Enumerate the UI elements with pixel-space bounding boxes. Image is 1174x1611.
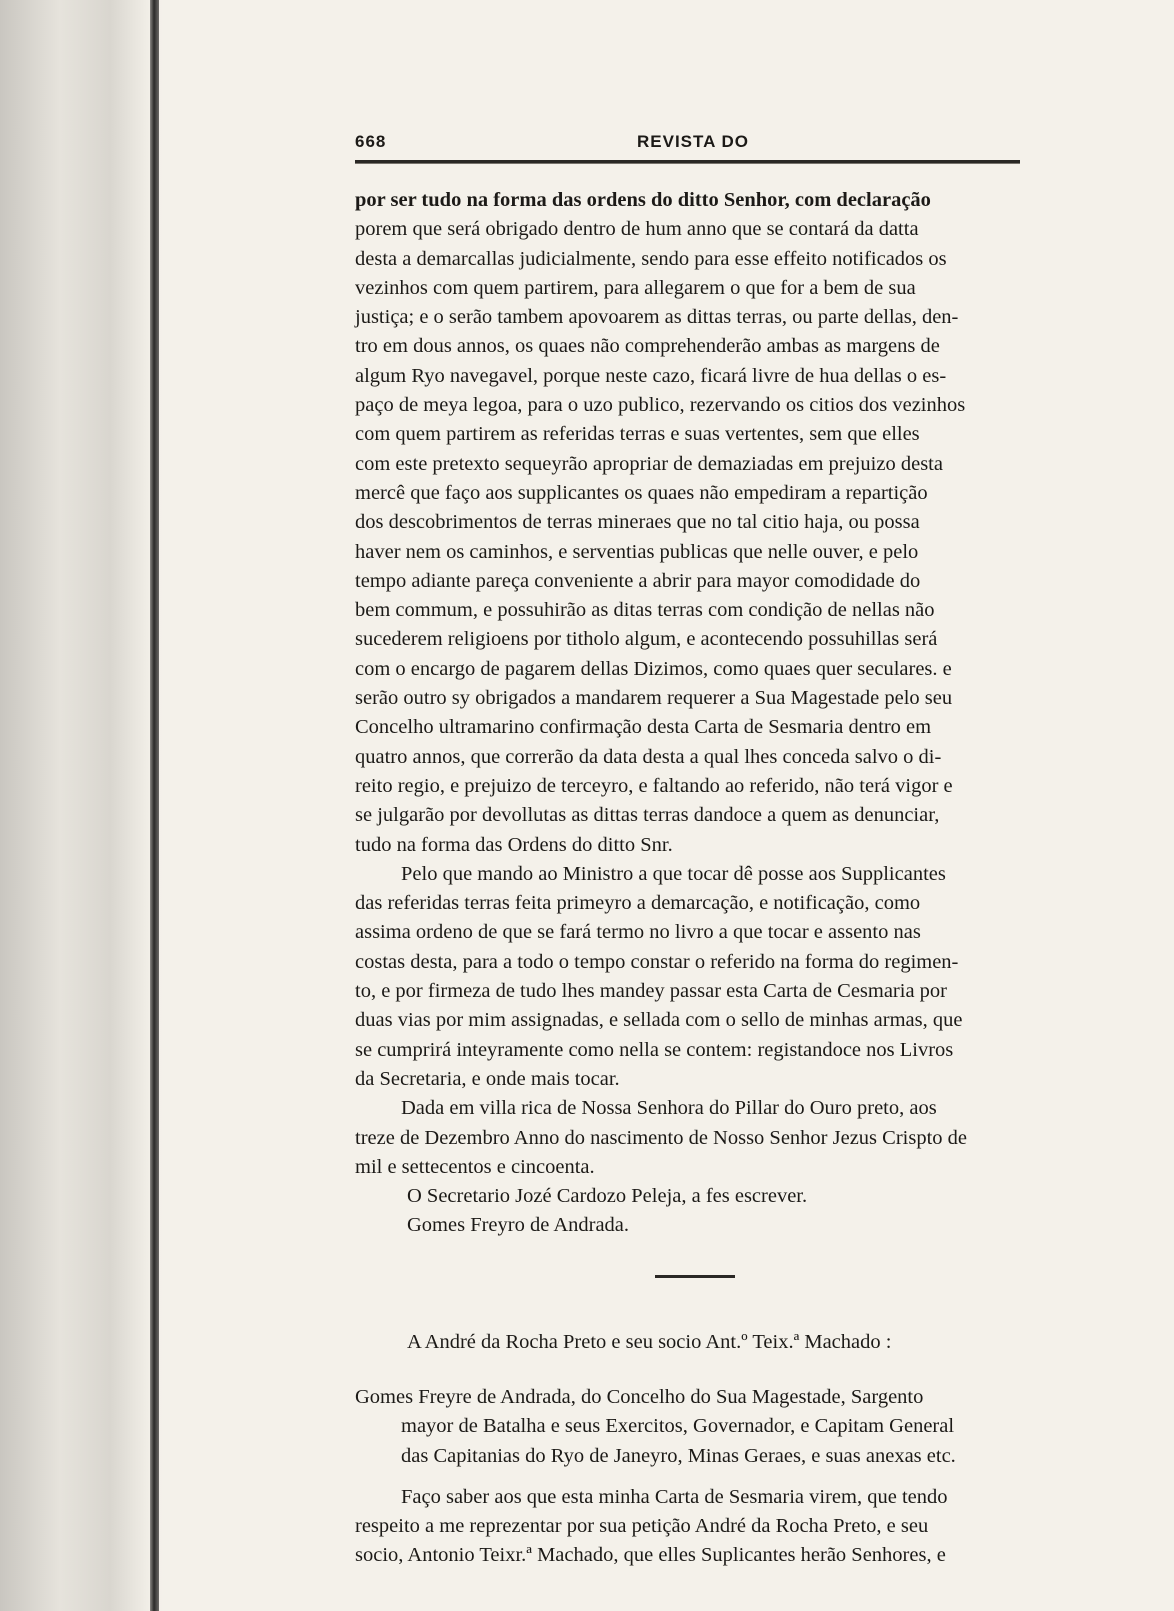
scanned-page [355, 126, 1020, 1571]
text-line: dos descobrimentos de terras mineraes que no tal citio haja, ou possa [355, 511, 920, 534]
text-line: tudo na forma das Ordens do ditto Snr. [355, 833, 673, 856]
text-line: da Secretaria, e onde mais tocar. [355, 1067, 620, 1090]
text-line: bem commum, e possuhirão as ditas terras com condição de nellas não [355, 599, 935, 622]
text-line: porem que será obrigado dentro de hum anno que se contará da datta [355, 218, 919, 241]
text-line: quatro annos, que correrão da data desta a qual lhes conceda salvo o di- [355, 745, 942, 768]
text-line: das Capitanias do Ryo de Janeyro, Minas Geraes, e suas anexas etc. [401, 1444, 956, 1467]
text-line: assima ordeno de que se fará termo no livro a que tocar e assento nas [355, 921, 921, 944]
text-line: algum Ryo navegavel, porque neste cazo, ficará livre de hua dellas o es- [355, 364, 947, 387]
text-line: socio, Antonio Teixr.ª Machado, que elles Suplicantes herão Senhores, e [355, 1544, 946, 1567]
governor-signature-line: Gomes Freyro de Andrada. [407, 1214, 630, 1237]
page-number: 668 [355, 132, 387, 151]
text-line: serão outro sy obrigados a mandarem requerer a Sua Magestade pelo seu [355, 687, 953, 710]
text-line: tempo adiante pareça conveniente a abrir para mayor comodidade do [355, 569, 921, 592]
salutation-block [355, 1383, 1020, 1471]
secretary-signature-line: O Secretario Jozé Cardozo Peleja, a fes escrever. [407, 1185, 808, 1208]
text-line: reito regio, e prejuizo de terceyro, e faltando ao referido, não terá vigor e [355, 774, 953, 797]
paragraph-1 [355, 186, 1020, 860]
text-line: se julgarão por devollutas as dittas terras dandoce a quem as denunciar, [355, 804, 940, 827]
text-line: com este pretexto sequeyrão apropriar de demaziadas em prejuizo desta [355, 452, 943, 475]
paragraph-3 [355, 1094, 1020, 1182]
paragraph-4 [355, 1483, 1020, 1571]
text-line: com quem partirem as referidas terras e suas vertentes, sem que elles [355, 423, 920, 446]
section-divider [655, 1275, 735, 1278]
text-line: Pelo que mando ao Ministro a que tocar dê posse aos Supplicantes [401, 862, 946, 885]
text-line: paço de meya legoa, para o uzo publico, rezervando os citios dos vezinhos [355, 394, 966, 417]
text-line: por ser tudo na forma das ordens do ditto Senhor, com declaração [355, 189, 931, 211]
text-line: Faço saber aos que esta minha Carta de Sesmaria virem, que tendo [401, 1485, 948, 1508]
running-head [355, 126, 1020, 160]
text-line: mayor de Batalha e seus Exercitos, Governador, e Capitam General [401, 1415, 955, 1438]
header-rule [355, 160, 1020, 164]
section-heading: A André da Rocha Preto e seu socio Ant.º Teix.ª Machado : [407, 1330, 892, 1353]
text-line: se cumprirá inteyramente como nella se contem: registandoce nos Livros [355, 1038, 954, 1061]
text-line: Dada em villa rica de Nossa Senhora do Pillar do Ouro preto, aos [401, 1097, 937, 1120]
page-fold [150, 0, 159, 1611]
paragraph-2 [355, 860, 1020, 1094]
text-line: mercê que faço aos supplicantes os quaes não empediram a repartição [355, 481, 928, 504]
text-line: mil e settecentos e cincoenta. [355, 1155, 595, 1178]
text-line: Gomes Freyre de Andrada, do Concelho do Sua Magestade, Sargento [355, 1385, 924, 1408]
text-line: justiça; e o serão tambem apovoarem as dittas terras, ou parte dellas, den- [355, 306, 959, 329]
text-line: haver nem os caminhos, e serventias publicas que nelle ouver, e pelo [355, 540, 919, 563]
text-line: to, e por firmeza de tudo lhes mandey passar esta Carta de Cesmaria por [355, 980, 948, 1003]
text-line: tro em dous annos, os quaes não comprehenderão ambas as margens de [355, 335, 940, 358]
text-line: vezinhos com quem partirem, para allegarem o que for a bem de sua [355, 276, 916, 299]
text-line: desta a demarcallas judicialmente, sendo para esse effeito notificados os [355, 247, 947, 270]
text-line: duas vias por mim assignadas, e sellada com o sello de minhas armas, que [355, 1009, 963, 1032]
text-line: com o encargo de pagarem dellas Dizimos, como quaes quer seculares. e [355, 657, 952, 680]
text-line: treze de Dezembro Anno do nascimento de Nosso Senhor Jezus Crispto de [355, 1126, 968, 1149]
book-gutter [0, 0, 165, 1611]
text-line: das referidas terras feita primeyro a demarcação, e notificação, como [355, 892, 921, 915]
text-line: sucederem religioens por titholo algum, e acontecendo possuhillas será [355, 628, 938, 651]
text-line: Concelho ultramarino confirmação desta Carta de Sesmaria dentro em [355, 716, 932, 739]
text-line: costas desta, para a todo o tempo constar o referido na forma do regimen- [355, 950, 959, 973]
text-line: respeito a me reprezentar por sua petição André da Rocha Preto, e seu [355, 1515, 929, 1538]
running-title: REVISTA DO [637, 132, 750, 151]
